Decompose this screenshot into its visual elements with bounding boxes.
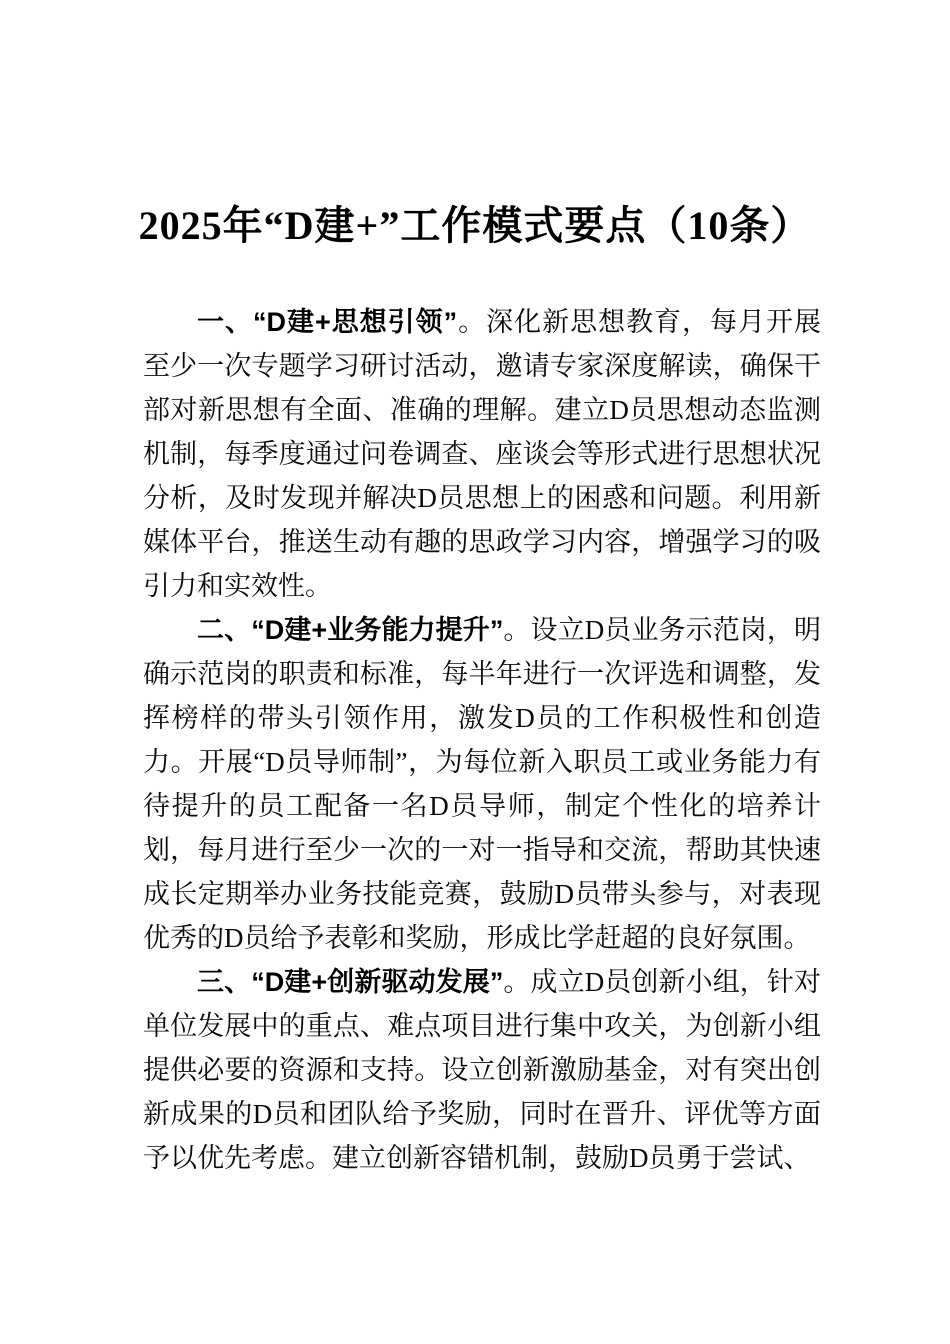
document-body bbox=[143, 300, 821, 1180]
paragraph-2 bbox=[143, 608, 821, 960]
paragraph-1 bbox=[143, 300, 821, 608]
paragraph-1-text: 。深化新思想教育，每月开展至少一次专题学习研讨活动，邀请专家深度解读，确保干部对新思想有全面、准确的理解。建立D员思想动态监测机制，每季度通过问卷调查、座谈会等形式进行思想状况分析，及时发现并解决D员思想上的困惑和问题。利用新媒体平台，推送生动有趣的思政学习内容，增强学习的吸引力和实效性。 bbox=[143, 307, 821, 601]
paragraph-2-lead: 二、“D建+业务能力提升” bbox=[197, 615, 504, 645]
paragraph-3-lead: 三、“D建+创新驱动发展” bbox=[197, 967, 504, 997]
paragraph-1-lead: 一、“D建+思想引领” bbox=[197, 307, 458, 337]
paragraph-3-text: 。成立D员创新小组，针对单位发展中的重点、难点项目进行集中攻关，为创新小组提供必要的资源和支持。设立创新激励基金，对有突出创新成果的D员和团队给予奖励，同时在晋升、评优等方面予以优先考虑。建立创新容错机制，鼓励D员勇于尝试、 bbox=[143, 967, 821, 1173]
paragraph-3 bbox=[143, 960, 821, 1180]
paragraph-2-text: 。设立D员业务示范岗，明确示范岗的职责和标准，每半年进行一次评选和调整，发挥榜样的带头引领作用，激发D员的工作积极性和创造力。开展“D员导师制”，为每位新入职员工或业务能力有待提升的员工配备一名D员导师，制定个性化的培养计划，每月进行至少一次的一对一指导和交流，帮助其快速成长定期举办业务技能竞赛，鼓励D员带头参与，对表现优秀的D员给予表彰和奖励，形成比学赶超的良好氛围。 bbox=[143, 615, 821, 953]
document-title: 2025年“D建+”工作模式要点（10条） bbox=[138, 203, 812, 248]
